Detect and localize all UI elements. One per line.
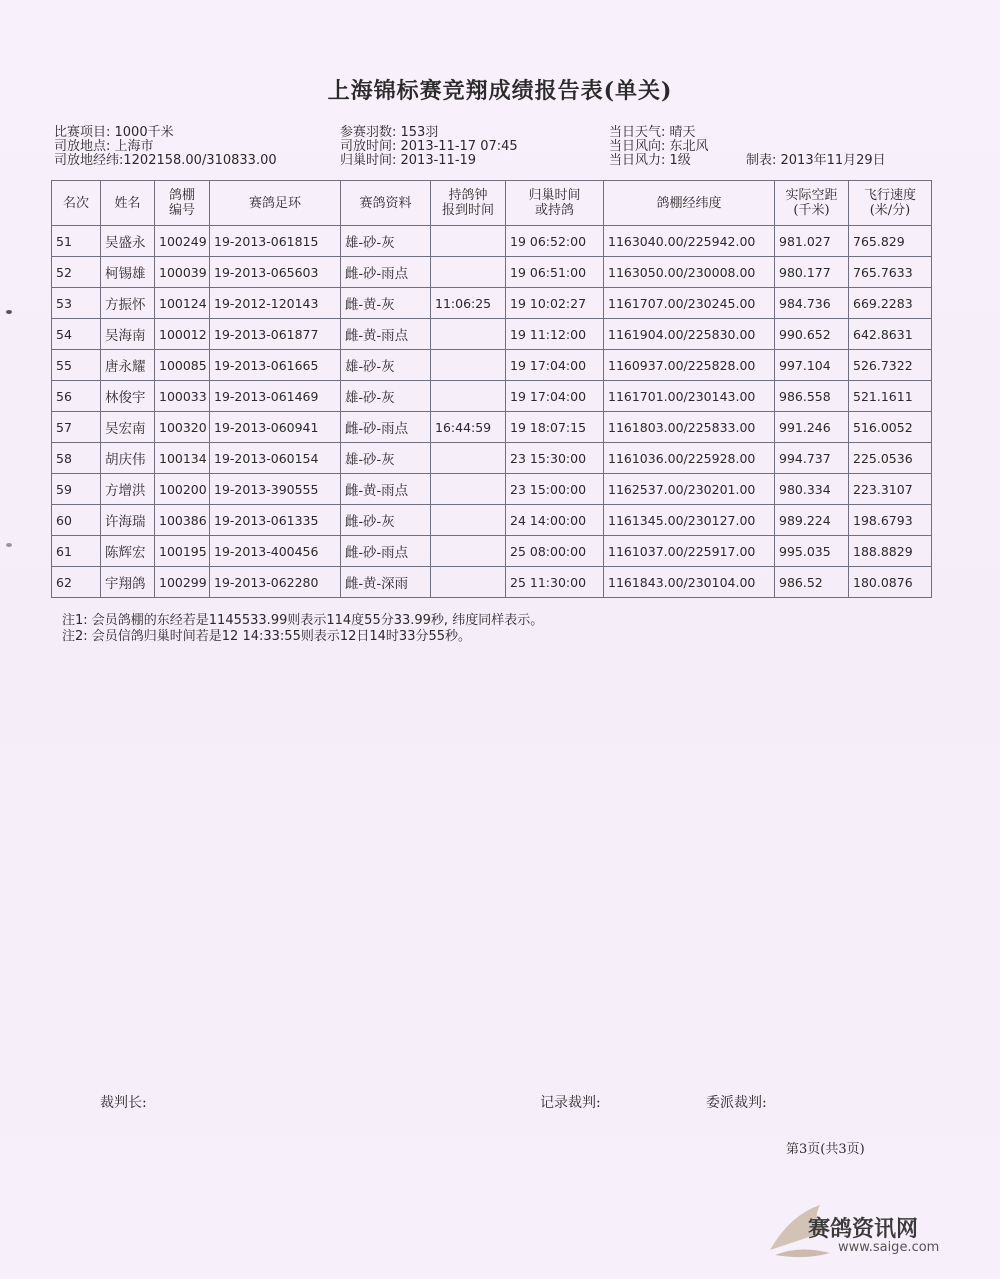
table-cell: 994.737 — [775, 443, 849, 474]
column-header — [506, 181, 604, 226]
table-row — [52, 443, 932, 474]
table-body — [52, 226, 932, 598]
notes — [62, 613, 543, 645]
table-cell: 180.0876 — [849, 567, 932, 598]
table-cell: 19-2013-061665 — [210, 350, 341, 381]
return-date: 归巢时间: 2013-11-19 — [340, 153, 477, 168]
table-cell: 100085 — [155, 350, 210, 381]
table-cell: 100195 — [155, 536, 210, 567]
table-row — [52, 536, 932, 567]
table-cell: 雌-黄-深雨 — [341, 567, 431, 598]
table-cell: 19-2013-060941 — [210, 412, 341, 443]
table-row — [52, 226, 932, 257]
table-cell: 19 17:04:00 — [506, 350, 604, 381]
table-cell: 吴海南 — [101, 319, 155, 350]
results-table — [51, 180, 932, 598]
table-cell: 19 06:52:00 — [506, 226, 604, 257]
table-row — [52, 474, 932, 505]
table-cell: 100012 — [155, 319, 210, 350]
watermark-url: www.saige.com — [838, 1240, 940, 1255]
table-cell: 雄-砂-灰 — [341, 443, 431, 474]
table-cell — [431, 443, 506, 474]
table-cell: 516.0052 — [849, 412, 932, 443]
table-cell: 陈辉宏 — [101, 536, 155, 567]
release-coordinates: 司放地经纬:1202158.00/310833.00 — [54, 153, 277, 168]
table-row — [52, 412, 932, 443]
table-cell: 许海瑞 — [101, 505, 155, 536]
table-cell: 25 08:00:00 — [506, 536, 604, 567]
column-header — [849, 181, 932, 226]
table-cell: 51 — [52, 226, 101, 257]
race-distance: 比赛项目: 1000千米 — [54, 125, 174, 140]
table-cell: 林俊宇 — [101, 381, 155, 412]
table-cell: 1163040.00/225942.00 — [604, 226, 775, 257]
column-header — [341, 181, 431, 226]
column-header-line: 赛鸽足环 — [248, 195, 301, 211]
column-header-line: 飞行速度 — [863, 188, 916, 203]
weather: 当日天气: 晴天 — [609, 125, 696, 140]
table-cell: 方振怀 — [101, 288, 155, 319]
table-cell: 19 11:12:00 — [506, 319, 604, 350]
table-cell: 984.736 — [775, 288, 849, 319]
table-cell: 526.7322 — [849, 350, 932, 381]
scan-speck — [6, 310, 12, 314]
table-cell: 53 — [52, 288, 101, 319]
table-row — [52, 505, 932, 536]
table-cell: 吴盛永 — [101, 226, 155, 257]
table-cell: 宇翔鸽 — [101, 567, 155, 598]
column-header-line: 归巢时间 — [528, 188, 581, 203]
table-cell: 765.7633 — [849, 257, 932, 288]
table-cell: 225.0536 — [849, 443, 932, 474]
table-cell: 995.035 — [775, 536, 849, 567]
table-cell: 56 — [52, 381, 101, 412]
table-row — [52, 350, 932, 381]
table-cell: 1161036.00/225928.00 — [604, 443, 775, 474]
scan-speck — [6, 543, 12, 547]
table-cell: 1161803.00/225833.00 — [604, 412, 775, 443]
table-cell: 990.652 — [775, 319, 849, 350]
info-column-left — [54, 126, 277, 168]
column-header-line: 实际空距 — [785, 188, 838, 203]
table-cell: 980.334 — [775, 474, 849, 505]
table-cell: 雌-砂-雨点 — [341, 536, 431, 567]
table-cell: 雌-砂-雨点 — [341, 412, 431, 443]
table-cell — [431, 567, 506, 598]
table-cell: 雌-黄-灰 — [341, 288, 431, 319]
column-header — [775, 181, 849, 226]
table-cell — [431, 536, 506, 567]
column-header-line: 或持鸽 — [534, 203, 574, 218]
wind-force: 当日风力: 1级 — [609, 153, 691, 168]
table-cell: 雌-黄-雨点 — [341, 319, 431, 350]
column-header — [52, 181, 101, 226]
table-cell: 雄-砂-灰 — [341, 381, 431, 412]
column-header-line: 持鸽钟 — [448, 188, 488, 203]
table-row — [52, 567, 932, 598]
release-time: 司放时间: 2013-11-17 07:45 — [340, 139, 518, 154]
table-cell: 100249 — [155, 226, 210, 257]
column-header — [431, 181, 506, 226]
table-row — [52, 381, 932, 412]
recorder-referee-label: 记录裁判: — [540, 1095, 601, 1111]
dispatched-referee-label: 委派裁判: — [706, 1095, 767, 1111]
table-cell: 19-2012-120143 — [210, 288, 341, 319]
table-cell: 100320 — [155, 412, 210, 443]
column-header-line: 赛鸽资料 — [359, 195, 412, 211]
column-header-line: 姓名 — [114, 195, 141, 211]
table-cell — [431, 505, 506, 536]
page-number: 第3页(共3页) — [786, 1142, 865, 1157]
table-header — [52, 181, 932, 226]
table-cell: 100134 — [155, 443, 210, 474]
made-date: 制表: 2013年11月29日 — [746, 153, 886, 168]
column-header — [210, 181, 341, 226]
table-cell: 52 — [52, 257, 101, 288]
table-cell: 765.829 — [849, 226, 932, 257]
table-cell: 24 14:00:00 — [506, 505, 604, 536]
column-header-line: (米/分) — [869, 203, 911, 218]
table-cell: 19-2013-062280 — [210, 567, 341, 598]
table-cell — [431, 257, 506, 288]
table-cell: 986.52 — [775, 567, 849, 598]
column-header — [155, 181, 210, 226]
table-cell — [431, 474, 506, 505]
table-cell: 1161701.00/230143.00 — [604, 381, 775, 412]
table-cell: 唐永耀 — [101, 350, 155, 381]
column-header-line: 编号 — [168, 203, 195, 218]
table-cell — [431, 350, 506, 381]
table-cell: 雄-砂-灰 — [341, 226, 431, 257]
table-cell: 19 18:07:15 — [506, 412, 604, 443]
table-cell: 198.6793 — [849, 505, 932, 536]
table-cell: 981.027 — [775, 226, 849, 257]
entry-count: 参赛羽数: 153羽 — [340, 125, 439, 140]
table-cell: 223.3107 — [849, 474, 932, 505]
table-cell: 1161843.00/230104.00 — [604, 567, 775, 598]
table-cell: 57 — [52, 412, 101, 443]
table-cell: 雌-砂-雨点 — [341, 257, 431, 288]
note-2: 注2: 会员信鸽归巢时间若是12 14:33:55则表示12日14时33分55秒。 — [62, 629, 472, 644]
chief-referee-label: 裁判长: — [100, 1095, 147, 1111]
table-cell: 1161037.00/225917.00 — [604, 536, 775, 567]
table-cell: 胡庆伟 — [101, 443, 155, 474]
table-cell: 23 15:30:00 — [506, 443, 604, 474]
watermark-name: 赛鸽资讯网 — [808, 1217, 919, 1242]
table-cell: 1161904.00/225830.00 — [604, 319, 775, 350]
table-cell: 54 — [52, 319, 101, 350]
table-cell: 1161345.00/230127.00 — [604, 505, 775, 536]
column-header — [604, 181, 775, 226]
report-title: 上海锦标赛竞翔成绩报告表(单关) — [327, 78, 673, 104]
table-cell: 1163050.00/230008.00 — [604, 257, 775, 288]
table-cell: 55 — [52, 350, 101, 381]
table-cell: 雌-砂-灰 — [341, 505, 431, 536]
table-cell: 1160937.00/225828.00 — [604, 350, 775, 381]
table-cell: 100386 — [155, 505, 210, 536]
table-cell: 669.2283 — [849, 288, 932, 319]
table-cell: 19-2013-061877 — [210, 319, 341, 350]
info-column-middle — [340, 126, 518, 168]
table-cell: 1161707.00/230245.00 — [604, 288, 775, 319]
table-cell: 雌-黄-雨点 — [341, 474, 431, 505]
table-cell: 11:06:25 — [431, 288, 506, 319]
table-cell: 19-2013-060154 — [210, 443, 341, 474]
column-header-line: (千米) — [793, 203, 830, 218]
column-header-line: 鸽棚 — [168, 188, 195, 203]
info-column-right — [609, 126, 709, 168]
table-cell: 方增洪 — [101, 474, 155, 505]
table-cell: 188.8829 — [849, 536, 932, 567]
table-cell: 19-2013-400456 — [210, 536, 341, 567]
table-cell: 62 — [52, 567, 101, 598]
table-cell: 100200 — [155, 474, 210, 505]
table-cell: 642.8631 — [849, 319, 932, 350]
table-cell: 吴宏南 — [101, 412, 155, 443]
column-header — [101, 181, 155, 226]
table-row — [52, 319, 932, 350]
table-cell: 雄-砂-灰 — [341, 350, 431, 381]
table-cell — [431, 319, 506, 350]
table-cell: 997.104 — [775, 350, 849, 381]
table-cell: 59 — [52, 474, 101, 505]
column-header-line: 名次 — [62, 195, 89, 211]
table-cell: 19-2013-065603 — [210, 257, 341, 288]
table-cell — [431, 381, 506, 412]
table-row — [52, 288, 932, 319]
table-cell: 61 — [52, 536, 101, 567]
table-cell: 521.1611 — [849, 381, 932, 412]
table-cell: 1162537.00/230201.00 — [604, 474, 775, 505]
column-header-line: 报到时间 — [441, 203, 494, 218]
table-cell: 100299 — [155, 567, 210, 598]
table-cell: 柯锡雄 — [101, 257, 155, 288]
note-1: 注1: 会员鸽棚的东经若是1145533.99则表示114度55分33.99秒, 纬度同样表示。 — [62, 613, 544, 628]
table-cell: 100033 — [155, 381, 210, 412]
table-cell: 19 06:51:00 — [506, 257, 604, 288]
table-cell: 19 10:02:27 — [506, 288, 604, 319]
table-cell: 23 15:00:00 — [506, 474, 604, 505]
table-cell: 980.177 — [775, 257, 849, 288]
table-cell: 16:44:59 — [431, 412, 506, 443]
wind-direction: 当日风向: 东北风 — [609, 139, 709, 154]
table-cell — [431, 226, 506, 257]
table-cell: 989.224 — [775, 505, 849, 536]
table-cell: 100124 — [155, 288, 210, 319]
table-cell: 58 — [52, 443, 101, 474]
table-cell: 19 17:04:00 — [506, 381, 604, 412]
table-cell: 991.246 — [775, 412, 849, 443]
table-cell: 19-2013-061815 — [210, 226, 341, 257]
table-cell: 986.558 — [775, 381, 849, 412]
column-header-line: 鸽棚经纬度 — [656, 195, 722, 211]
table-row — [52, 257, 932, 288]
table-cell: 19-2013-390555 — [210, 474, 341, 505]
table-cell: 19-2013-061469 — [210, 381, 341, 412]
table-cell: 19-2013-061335 — [210, 505, 341, 536]
table-cell: 25 11:30:00 — [506, 567, 604, 598]
table-cell: 60 — [52, 505, 101, 536]
table-cell: 100039 — [155, 257, 210, 288]
release-location: 司放地点: 上海市 — [54, 139, 154, 154]
